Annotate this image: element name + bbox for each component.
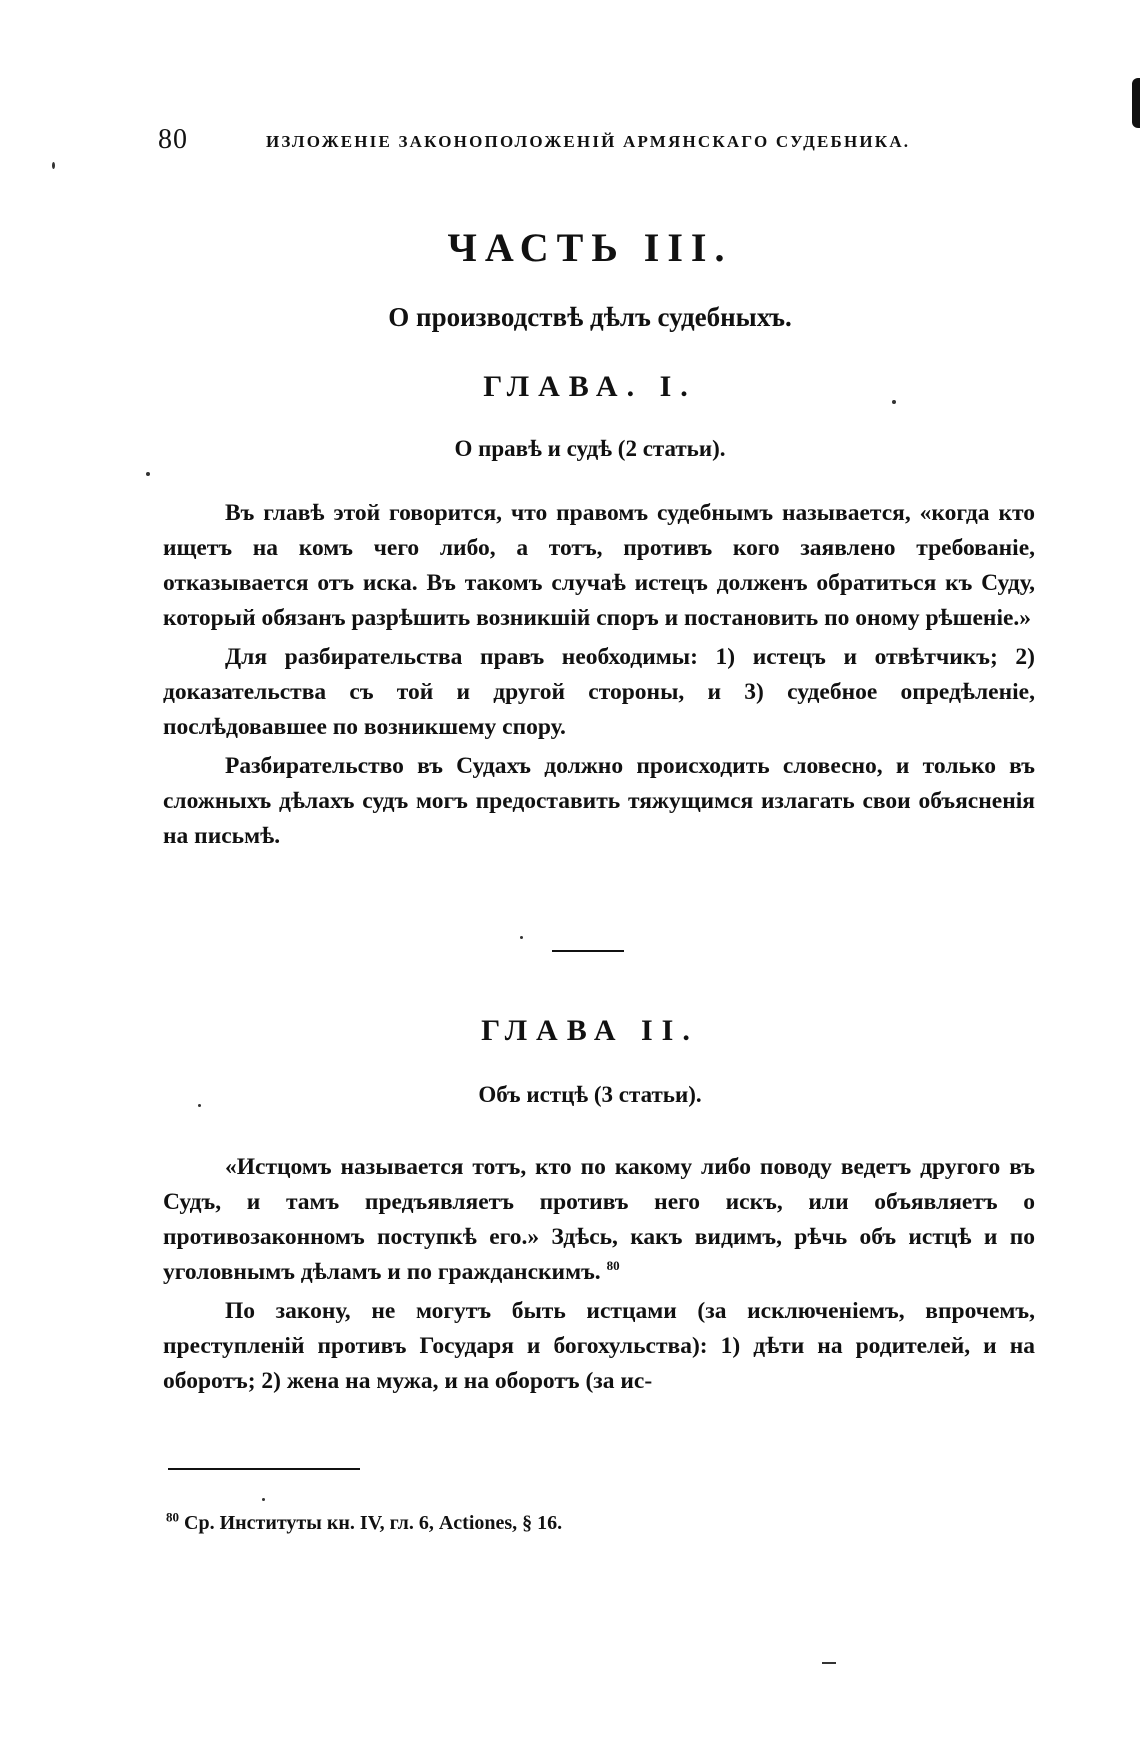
chapter-1-subtitle: О правѣ и судѣ (2 статьи). <box>454 436 726 461</box>
chapter-1-paragraph: Въ главѣ этой говорится, что правомъ судебнымъ называется, «когда кто ищетъ на комъ чего либо, а тотъ, противъ кого заявлено требованіе, отказывается отъ иска. Въ такомъ случаѣ истецъ долженъ обратиться къ Суду, который обязанъ разрѣшить возникшій споръ и постановить по оному рѣшеніе.» <box>163 500 1035 631</box>
footnote <box>166 1509 1026 1535</box>
section-divider <box>552 950 624 952</box>
footnote-number: 80 <box>166 1509 179 1525</box>
chapter-1-title: ГЛАВА. I. <box>483 370 697 403</box>
chapter-1-paragraph: Разбирательство въ Судахъ должно происходить словесно, и только въ сложныхъ дѣлахъ судъ могъ предоставить тяжущимся излагать свои объясненія на письмѣ. <box>163 753 1035 849</box>
footnote-reference: 80 <box>606 1258 620 1274</box>
footnote-rule <box>168 1468 360 1470</box>
page-number: 80 <box>158 124 188 155</box>
chapter-2-paragraph <box>163 1150 1035 1290</box>
scan-speck <box>822 1662 836 1664</box>
scan-speck <box>520 936 523 939</box>
part-title: ЧАСТЬ III. <box>447 225 733 270</box>
running-title: ИЗЛОЖЕНІЕ ЗАКОНОПОЛОЖЕНІЙ АРМЯНСКАГО СУДЕБНИКА. <box>266 132 911 151</box>
page-edge-mark <box>1132 78 1140 128</box>
chapter-2-subtitle: Объ истцѣ (3 статьи). <box>478 1082 702 1107</box>
chapter-2-paragraph: По закону, не могутъ быть истцами (за исключеніемъ, впрочемъ, преступленій противъ Государя и богохульства): 1) дѣти на родителей, и на оборотъ; 2) жена на мужа, и на оборотъ (за ис- <box>163 1298 1035 1394</box>
chapter-2-paragraph-text: «Истцомъ называется тотъ, кто по какому либо поводу ведетъ другого въ Судъ, и тамъ предъявляетъ противъ него искъ, или объявляетъ о противозаконномъ поступкѣ его.» Здѣсь, какъ видимъ, рѣчь объ истцѣ и по уголовнымъ дѣламъ и по гражданскимъ. <box>163 1154 1035 1285</box>
chapter-2-body <box>163 1150 1035 1403</box>
part-subtitle: О производствѣ дѣлъ судебныхъ. <box>388 302 792 332</box>
chapter-2-title: ГЛАВА II. <box>481 1014 699 1047</box>
scan-speck <box>146 472 150 476</box>
chapter-1-paragraph: Для разбирательства правъ необходимы: 1) истецъ и отвѣтчикъ; 2) доказательства съ той и другой стороны, и 3) судебное опредѣленіе, послѣдовавшее по возникшему спору. <box>163 644 1035 740</box>
scan-speck <box>52 162 55 169</box>
running-head <box>158 124 1038 158</box>
scan-speck <box>198 1104 201 1107</box>
chapter-1-body <box>163 496 1035 858</box>
footnote-text: Ср. Институты кн. IV, гл. 6, Actiones, § 16. <box>184 1512 563 1534</box>
scan-speck <box>262 1498 265 1501</box>
scan-speck <box>892 400 896 404</box>
